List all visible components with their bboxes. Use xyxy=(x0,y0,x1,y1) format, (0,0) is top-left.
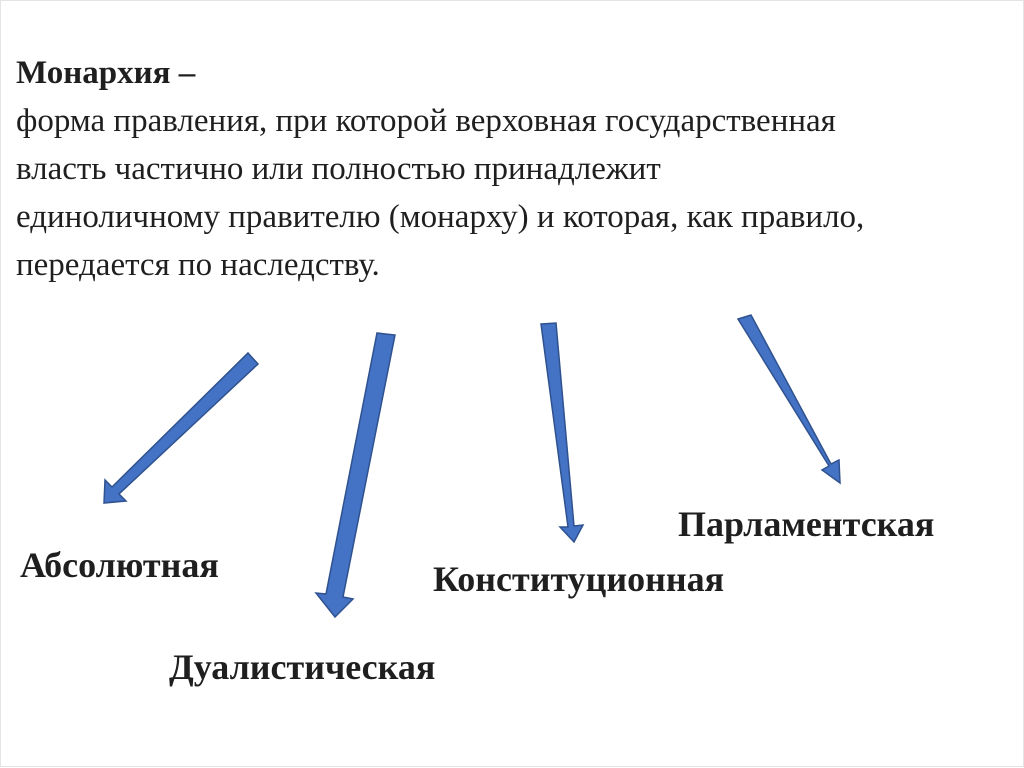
arrows-layer xyxy=(1,1,1024,768)
definition-line-1: форма правления, при которой верховная государственная xyxy=(16,103,836,139)
arrow-to-parliamentary xyxy=(738,315,840,483)
type-dualistic-label: Дуалистическая xyxy=(169,647,436,687)
definition-line-2: власть частично или полностью принадлежит xyxy=(16,151,661,187)
arrow-to-absolute xyxy=(104,353,258,503)
definition-line-3: единоличному правителю (монарху) и которая, как правило, xyxy=(16,199,865,235)
definition-term: Монархия – xyxy=(16,55,196,91)
definition-line-4: передается по наследству. xyxy=(16,247,380,283)
type-parliamentary-label: Парламентская xyxy=(678,504,935,544)
arrow-to-constitutional xyxy=(541,323,583,542)
type-absolute-label: Абсолютная xyxy=(20,545,219,585)
type-constitutional-label: Конституционная xyxy=(433,559,725,599)
arrow-to-dualistic xyxy=(316,333,395,617)
